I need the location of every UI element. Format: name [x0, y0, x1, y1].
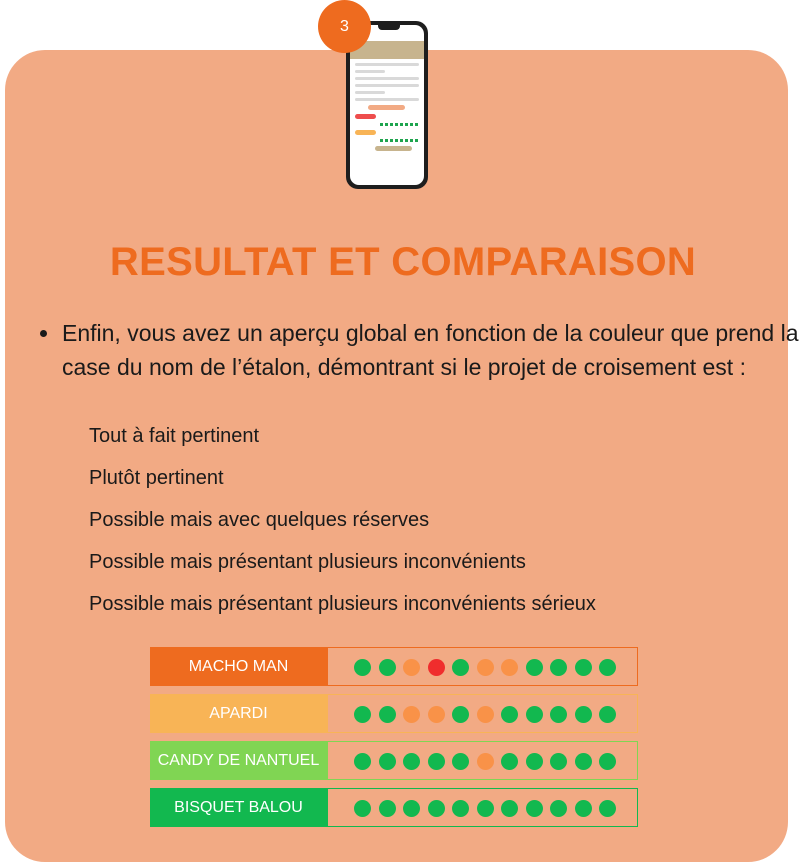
criterion-dot-green	[403, 800, 420, 817]
criterion-dot-green	[599, 659, 616, 676]
criterion-dot-green	[403, 753, 420, 770]
stallion-row	[150, 741, 638, 780]
phone-text-line	[355, 84, 419, 87]
phone-text-line	[355, 98, 419, 101]
criterion-dot-green	[550, 753, 567, 770]
criterion-dot-green	[379, 659, 396, 676]
relevance-options-list	[89, 420, 596, 630]
stallion-dots-box	[327, 694, 638, 733]
option-item: Possible mais présentant plusieurs inconvénients sérieux	[89, 593, 596, 615]
phone-row-dots	[380, 139, 419, 142]
phone-text-line	[355, 70, 385, 73]
criterion-dot-green	[354, 706, 371, 723]
criterion-dot-green	[452, 706, 469, 723]
criteria-dots	[354, 800, 624, 817]
page-title: RESULTAT ET COMPARAISON	[109, 240, 697, 284]
stallion-row	[150, 788, 638, 827]
phone-notch	[378, 25, 400, 30]
criterion-dot-green	[526, 753, 543, 770]
criterion-dot-light-orange	[501, 659, 518, 676]
criterion-dot-green	[526, 659, 543, 676]
criterion-dot-light-orange	[403, 706, 420, 723]
criterion-dot-green	[526, 800, 543, 817]
criterion-dot-green	[379, 800, 396, 817]
criterion-dot-green	[501, 753, 518, 770]
criterion-dot-green	[599, 753, 616, 770]
criterion-dot-light-orange	[477, 753, 494, 770]
criterion-dot-light-orange	[428, 706, 445, 723]
stallion-row	[150, 694, 638, 733]
criterion-dot-light-orange	[477, 659, 494, 676]
criterion-dot-green	[379, 753, 396, 770]
bullet-dot	[40, 330, 47, 337]
stallion-name: CANDY DE NANTUEL	[150, 741, 327, 780]
criterion-dot-green	[599, 800, 616, 817]
intro-bullet	[35, 316, 802, 384]
phone-button	[368, 105, 405, 110]
option-item: Tout à fait pertinent	[89, 425, 260, 447]
criterion-dot-green	[452, 800, 469, 817]
criterion-dot-green	[452, 659, 469, 676]
criterion-dot-red	[428, 659, 445, 676]
criterion-dot-green	[550, 659, 567, 676]
criterion-dot-green	[599, 706, 616, 723]
criterion-dot-green	[501, 706, 518, 723]
criterion-dot-green	[354, 753, 371, 770]
criteria-dots	[354, 753, 624, 770]
phone-row-label	[355, 114, 376, 119]
phone-screen	[350, 25, 424, 185]
criterion-dot-green	[354, 659, 371, 676]
stallion-dots-box	[327, 741, 638, 780]
criterion-dot-green	[550, 706, 567, 723]
stallion-row	[150, 647, 638, 686]
option-item: Possible mais avec quelques réserves	[89, 509, 430, 531]
stallion-name: BISQUET BALOU	[150, 788, 327, 827]
criterion-dot-green	[428, 800, 445, 817]
phone-row-label	[355, 130, 376, 135]
phone-text-line	[355, 91, 385, 94]
criterion-dot-green	[354, 800, 371, 817]
criterion-dot-green	[575, 659, 592, 676]
criterion-dot-green	[501, 800, 518, 817]
stallion-name: MACHO MAN	[150, 647, 327, 686]
criterion-dot-light-orange	[403, 659, 420, 676]
phone-row-dots	[380, 123, 419, 126]
phone-button	[375, 146, 412, 151]
criterion-dot-light-orange	[477, 706, 494, 723]
criterion-dot-green	[575, 706, 592, 723]
criterion-dot-green	[477, 800, 494, 817]
stallion-dots-box	[327, 788, 638, 827]
stallion-dots-box	[327, 647, 638, 686]
criterion-dot-green	[575, 753, 592, 770]
option-item: Possible mais présentant plusieurs inconvénients	[89, 551, 526, 573]
option-item: Plutôt pertinent	[89, 467, 224, 489]
criterion-dot-green	[428, 753, 445, 770]
criterion-dot-green	[452, 753, 469, 770]
criteria-dots	[354, 706, 624, 723]
phone-text-line	[355, 63, 419, 66]
phone-text-line	[355, 77, 419, 80]
criterion-dot-green	[550, 800, 567, 817]
criteria-dots	[354, 659, 624, 676]
criterion-dot-green	[379, 706, 396, 723]
step-badge: 3	[318, 0, 371, 53]
criterion-dot-green	[526, 706, 543, 723]
stallion-comparison-table	[150, 647, 638, 835]
intro-text: Enfin, vous avez un aperçu global en fonction de la couleur que prend la case du nom de l’étalon, démontrant si le projet de croisement est :	[62, 320, 799, 380]
criterion-dot-green	[575, 800, 592, 817]
stallion-name: APARDI	[150, 694, 327, 733]
